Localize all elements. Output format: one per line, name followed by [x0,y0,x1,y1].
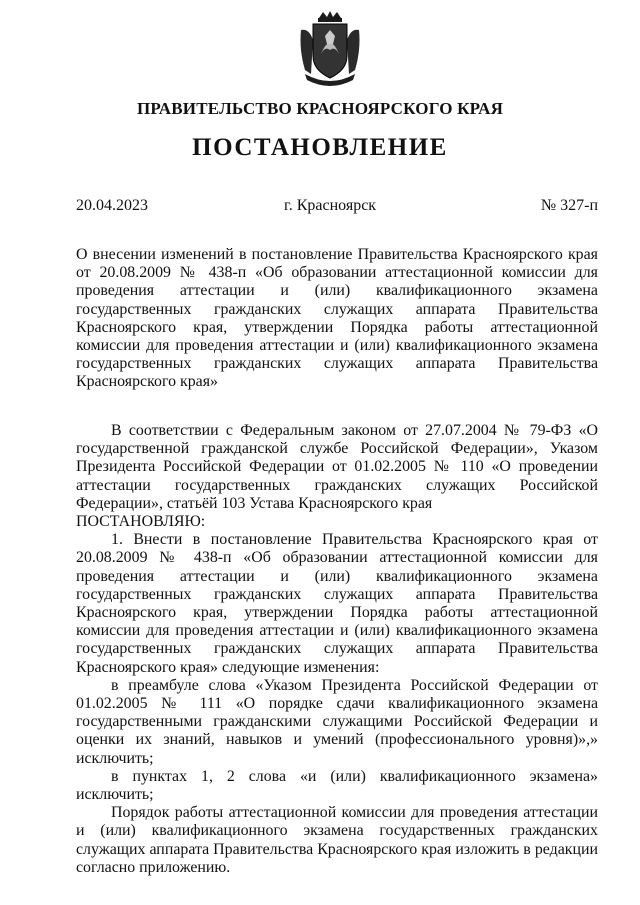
document-city: г. Красноярск [283,197,377,214]
decree-word: ПОСТАНОВЛЯЮ: [76,513,206,531]
body-paragraph: в пунктах 1, 2 слова «и (или) квалификационного экзамена» исключить; [76,767,598,804]
organization-title: ПРАВИТЕЛЬСТВО КРАСНОЯРСКОГО КРАЯ [136,99,504,118]
document-subject: О внесении изменений в постановление Правительства Красноярского края от 20.08.2009 № 438-п «Об образовании аттестационной комиссии для проведения аттестации и (или) квалификационного экзамена государственных гражданских служащих аппарата Правительства Красноярского края, утверждении Порядка работы аттестационной комиссии для проведения аттестации и (или) квалификационного экзамена государственных гражданских служащих аппарата Правительства Красноярского края» [76,246,598,391]
body-paragraph: Порядок работы аттестационной комиссии для проведения аттестации и (или) квалификационного экзамена государственных гражданских служащих аппарата Правительства Красноярского края изложить в редакции согласно приложению. [76,804,598,876]
body-paragraph: в преамбуле слова «Указом Президента Российской Федерации от 01.02.2005 № 111 «О порядке сдачи квалификационного экзамена государственными гражданскими служащими Российской Федерации и оценки их знаний, навыков и умений (профессионального уровня)»,» исключить; [76,676,598,767]
document-type-title: ПОСТАНОВЛЕНИЕ [192,134,448,161]
document-date: 20.04.2023 [76,197,148,214]
document-body [76,422,598,877]
document-number: № 327-п [540,197,598,214]
coat-of-arms-emblem [297,10,363,88]
preamble-paragraph: В соответствии с Федеральным законом от 27.07.2004 № 79-ФЗ «О государственной гражданской службе Российской Федерации», Указом Президента Российской Федерации от 01.02.2005 № 110 «О проведении аттестации государственных гражданских служащих Российской Федерации», статьёй 103 Устава Красноярского края [76,422,598,512]
body-paragraph: 1. Внести в постановление Правительства Красноярского края от 20.08.2009 № 438-п «Об образовании аттестационной комиссии для проведения аттестации и (или) квалификационного экзамена государственных гражданских служащих аппарата Правительства Красноярского края, утверждении Порядка работы аттестационной комиссии для проведения аттестации и (или) квалификационного экзамена государственных гражданских служащих аппарата Правительства Красноярского края» следующие изменения: [76,531,598,676]
